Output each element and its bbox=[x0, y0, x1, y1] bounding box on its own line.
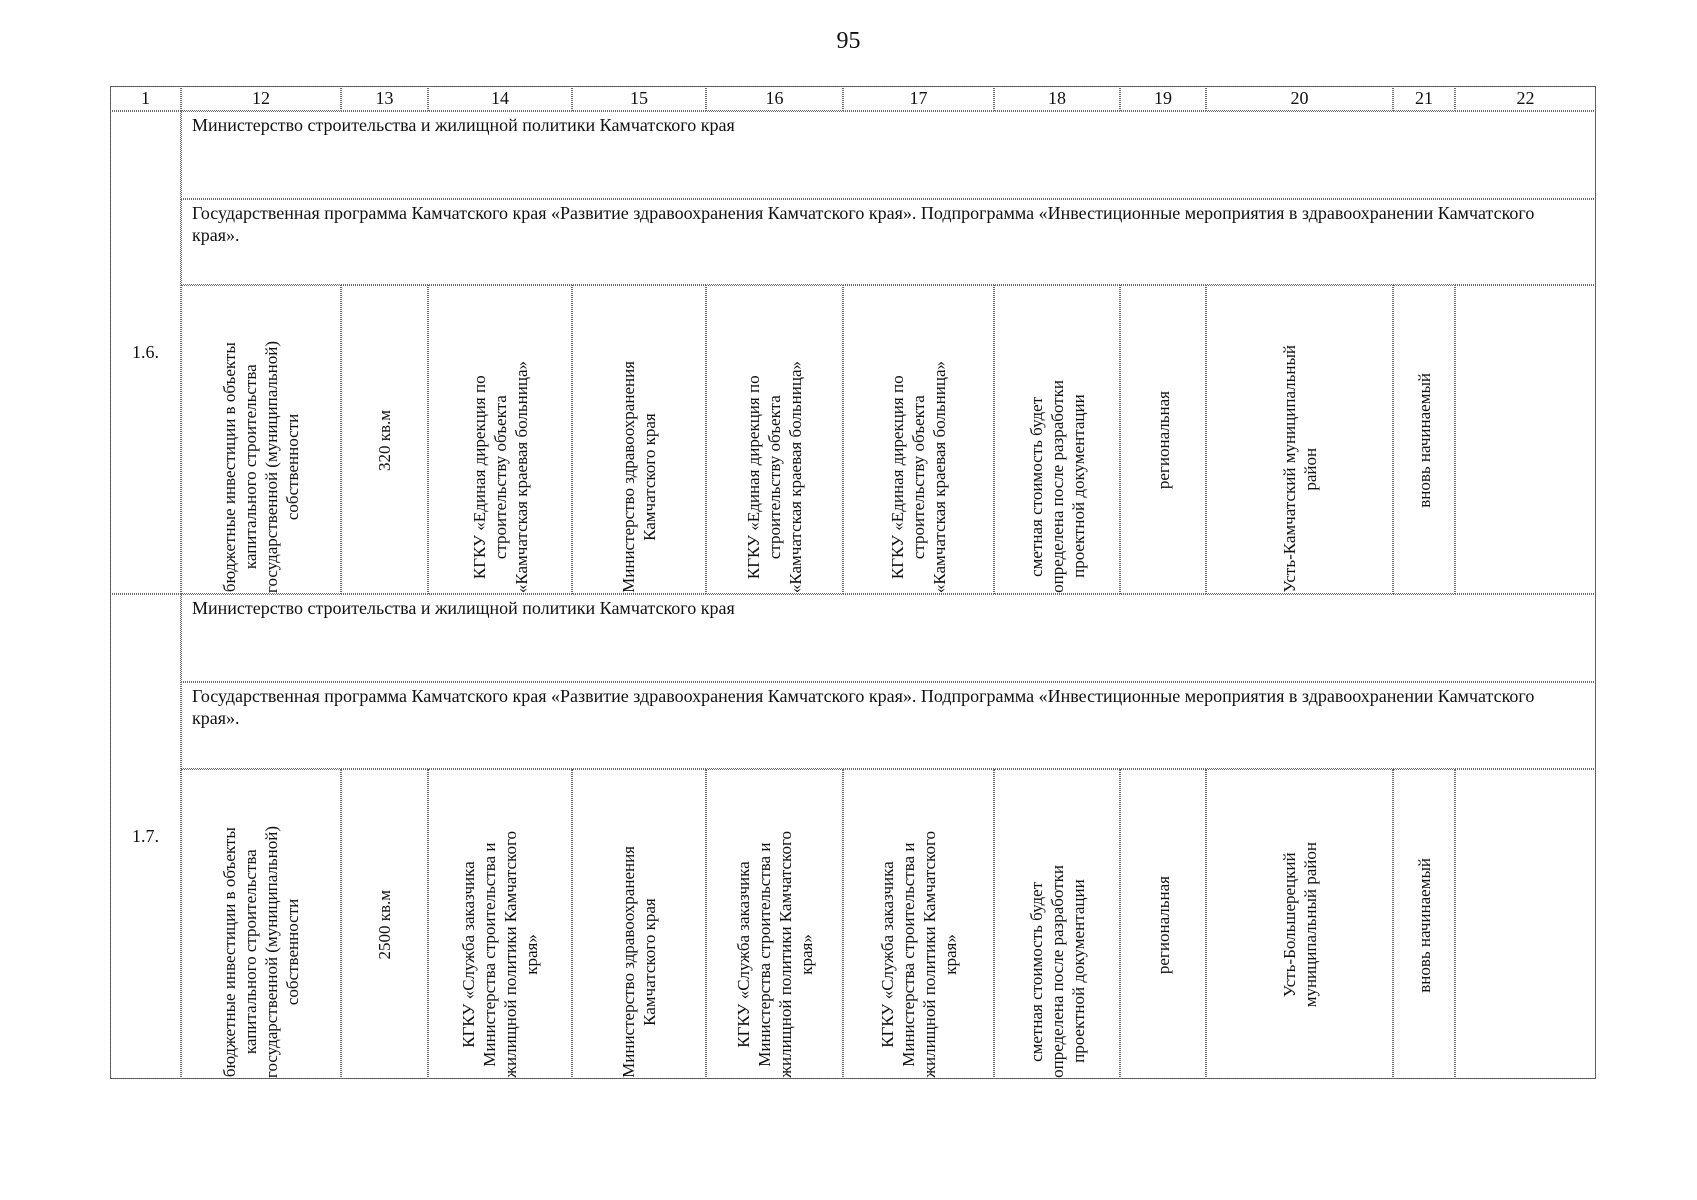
cell-text: сметная стоимость будет определена после разработки проектной документации bbox=[1026, 380, 1088, 593]
table-cell bbox=[843, 285, 994, 594]
table-cell bbox=[428, 769, 572, 1079]
table-cell bbox=[1455, 285, 1596, 594]
cell-text: КГКУ «Единая дирекция по строительству объекта «Камчатская краевая больница» bbox=[744, 360, 805, 593]
table-cell bbox=[181, 285, 341, 594]
table-cell bbox=[1206, 285, 1393, 594]
table-cell bbox=[572, 285, 706, 594]
program-text: Государственная программа Камчатского края «Развитие здравоохранения Камчатского края». Подпрограмма «Инвестиционные мероприятия в здравоохранении Камчатского края». bbox=[181, 682, 1596, 769]
ministry-text: Министерство строительства и жилищной политики Камчатского края bbox=[181, 111, 1596, 199]
page-number: 95 bbox=[836, 28, 861, 54]
cell-text: сметная стоимость будет определена после разработки проектной документации bbox=[1026, 865, 1088, 1078]
table-cell bbox=[1206, 769, 1393, 1079]
table-cell bbox=[706, 769, 843, 1079]
cell-text: вновь начинаемый bbox=[1414, 857, 1434, 993]
table-cell bbox=[181, 769, 341, 1079]
cell-text: КГКУ «Единая дирекция по строительству объекта «Камчатская краевая больница» bbox=[469, 360, 531, 593]
header-col-18: 18 bbox=[994, 86, 1120, 111]
cell-text: Министерство здравоохранения Камчатского края bbox=[619, 846, 659, 1078]
header-col-19: 19 bbox=[1120, 86, 1206, 111]
table-cell bbox=[428, 285, 572, 594]
ministry-text: Министерство строительства и жилищной политики Камчатского края bbox=[181, 594, 1596, 682]
header-col-17: 17 bbox=[843, 86, 994, 111]
table-cell bbox=[341, 285, 428, 594]
table-cell bbox=[843, 769, 994, 1079]
table-cell bbox=[994, 285, 1120, 594]
cell-text: КГКУ «Служба заказчика Министерства строительства и жилищной политики Камчатского края» bbox=[877, 831, 960, 1078]
cell-text: Усть-Большерецкий муниципальный район bbox=[1279, 842, 1320, 1008]
cell-text: КГКУ «Служба заказчика Министерства строительства и жилищной политики Камчатского края» bbox=[733, 831, 816, 1078]
header-col-13: 13 bbox=[341, 86, 428, 111]
header-col-12: 12 bbox=[181, 86, 341, 111]
header-col-16: 16 bbox=[706, 86, 843, 111]
row-number: 1.7. bbox=[110, 594, 181, 1079]
header-col-1: 1 bbox=[110, 86, 181, 111]
header-col-21: 21 bbox=[1393, 86, 1455, 111]
table-cell bbox=[1120, 769, 1206, 1079]
cell-text: вновь начинаемый bbox=[1414, 373, 1434, 508]
cell-text: 2500 кв.м bbox=[375, 890, 394, 960]
cell-text: бюджетные инвестиции в объекты капитального строительства государственной (муниципальной) собственности bbox=[220, 825, 302, 1078]
cell-text: КГКУ «Единая дирекция по строительству объекта «Камчатская краевая больница» bbox=[888, 360, 949, 593]
table-cell bbox=[1455, 769, 1596, 1079]
cell-text: бюджетные инвестиции в объекты капитального строительства государственной (муниципальной) собственности bbox=[220, 340, 302, 593]
header-col-15: 15 bbox=[572, 86, 706, 111]
table-cell bbox=[1120, 285, 1206, 594]
table-cell bbox=[994, 769, 1120, 1079]
table-cell bbox=[1393, 285, 1455, 594]
table-cell bbox=[706, 285, 843, 594]
header-col-14: 14 bbox=[428, 86, 572, 111]
table-cell bbox=[1393, 769, 1455, 1079]
cell-text: 320 кв.м bbox=[375, 409, 394, 472]
cell-text: Министерство здравоохранения Камчатского края bbox=[619, 361, 659, 593]
cell-text: региональная bbox=[1153, 875, 1173, 975]
cell-text: КГКУ «Служба заказчика Министерства строительства и жилищной политики Камчатского края» bbox=[459, 831, 541, 1078]
cell-text: Усть-Камчатский муниципальный район bbox=[1279, 345, 1320, 593]
document-table bbox=[110, 86, 1596, 1079]
row-number: 1.6. bbox=[110, 111, 181, 594]
header-col-22: 22 bbox=[1455, 86, 1596, 111]
cell-text: региональная bbox=[1153, 391, 1173, 490]
header-col-20: 20 bbox=[1206, 86, 1393, 111]
program-text: Государственная программа Камчатского края «Развитие здравоохранения Камчатского края». Подпрограмма «Инвестиционные мероприятия в здравоохранении Камчатского края». bbox=[181, 199, 1596, 285]
table-cell bbox=[572, 769, 706, 1079]
table-cell bbox=[341, 769, 428, 1079]
